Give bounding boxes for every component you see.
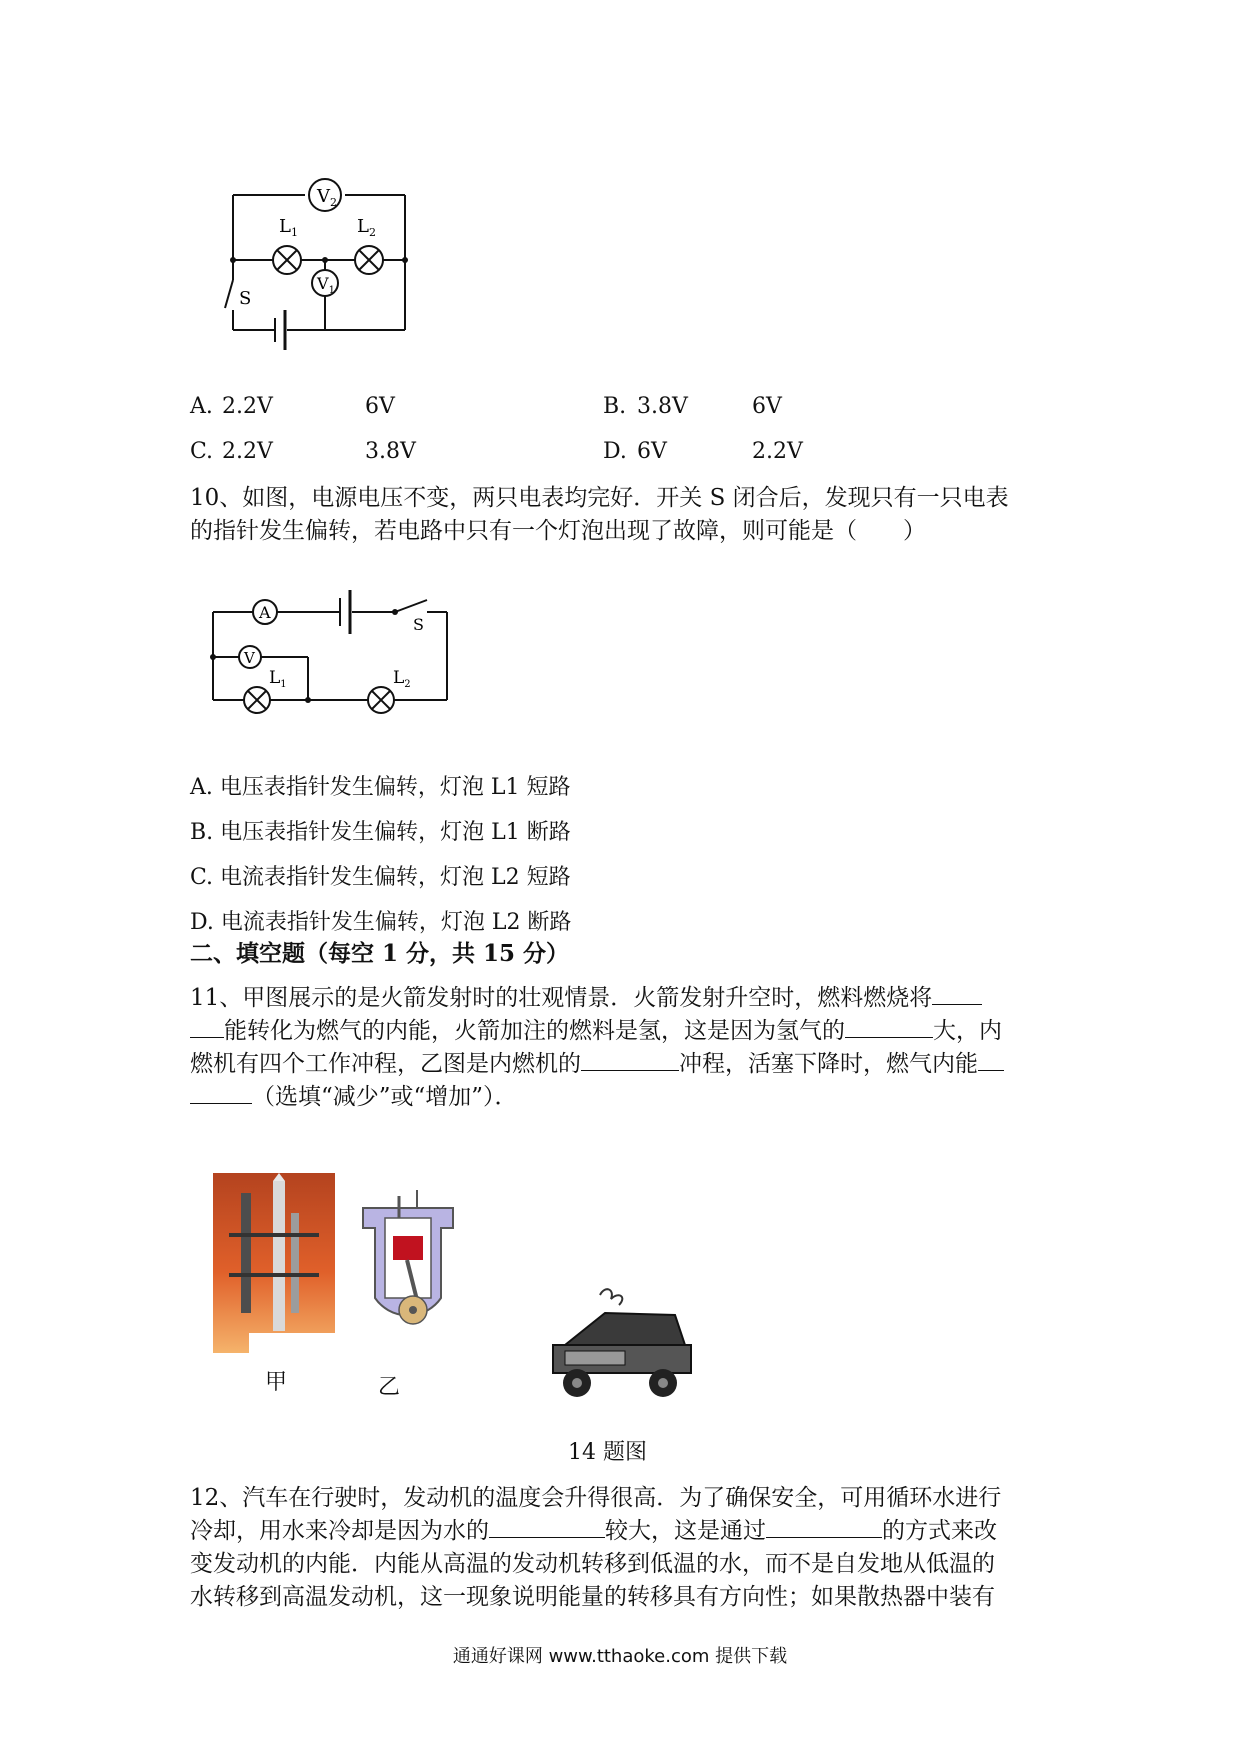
q10-line-1: 10、如图，电源电压不变，两只电表均完好．开关 S 闭合后，发现只有一只电表 [190, 485, 1009, 511]
figure-yi-label: 乙 [378, 1375, 401, 1400]
car-radiator-image [545, 1285, 695, 1405]
q12-line-1: 12、汽车在行驶时，发动机的温度会升得很高．为了确保安全，可用循环水进行 [190, 1485, 1002, 1511]
q9-option-a[interactable]: A. [190, 394, 213, 419]
q10-switch-label: S [413, 615, 424, 634]
q11-blank-1b[interactable] [190, 1015, 224, 1038]
q10-option-a[interactable]: A. 电压表指针发生偏转，灯泡 L1 短路 [190, 775, 571, 800]
q10-option-d[interactable]: D. 电流表指针发生偏转，灯泡 L2 断路 [190, 910, 572, 935]
q11-line-1: 11、甲图展示的是火箭发射时的壮观情景．火箭发射升空时，燃料燃烧将 [190, 982, 982, 1014]
engine-cylinder-image [355, 1178, 461, 1348]
q9-option-c[interactable]: C. [190, 439, 214, 464]
ammeter-label: A [259, 603, 271, 622]
q11-line-4: （选填“减少”或“增加”）． [190, 1081, 518, 1113]
q11-line-3: 燃机有四个工作冲程，乙图是内燃机的 冲程，活塞下降时，燃气内能 [190, 1048, 1004, 1080]
q11-line-2: 能转化为燃气的内能，火箭加注的燃料是氢，这是因为氢气的 大，内 [190, 1015, 1002, 1047]
q9-circuit-diagram [205, 170, 415, 350]
figure-caption: 14 题图 [568, 1440, 647, 1465]
v1-label: $V_1$ [317, 274, 335, 296]
q9-option-b[interactable]: B. [603, 394, 627, 419]
q10-option-b[interactable]: B. 电压表指针发生偏转，灯泡 L1 断路 [190, 820, 571, 845]
q12-line-2: 冷却，用水来冷却是因为水的 较大，这是通过 的方式来改 [190, 1515, 997, 1547]
rocket-launch-image [213, 1173, 335, 1353]
q9-option-b-v1: 3.8V [637, 394, 688, 419]
voltmeter-label: V [244, 649, 255, 667]
q9-option-b-v2: 6V [752, 394, 782, 419]
page-footer: 通通好课网 www.tthaoke.com 提供下载 [452, 1646, 788, 1667]
v2-label: $V_2$ [317, 186, 337, 209]
q9-option-d-v1: 6V [637, 439, 667, 464]
q10-option-c[interactable]: C. 电流表指针发生偏转，灯泡 L2 短路 [190, 865, 571, 890]
section-2-heading: 二、填空题（每空 1 分，共 15 分） [190, 940, 570, 967]
q10-l2-label: $L_2$ [393, 668, 411, 690]
q9-option-d[interactable]: D. [603, 439, 627, 464]
q11-blank-2[interactable] [845, 1015, 933, 1038]
q11-blank-4a[interactable] [978, 1048, 1004, 1071]
q10-line-2: 的指针发生偏转，若电路中只有一个灯泡出现了故障，则可能是（ ） [190, 518, 926, 544]
q11-blank-3[interactable] [581, 1048, 679, 1071]
q10-circuit-diagram [205, 590, 455, 720]
q9-option-d-v2: 2.2V [752, 439, 803, 464]
q10-l1-label: $L_1$ [269, 668, 287, 690]
q9-option-c-v1: 2.2V [222, 439, 273, 464]
q9-option-a-v2: 6V [365, 394, 395, 419]
l1-label: $L_1$ [279, 216, 298, 239]
q9-option-a-v1: 2.2V [222, 394, 273, 419]
q11-blank-4b[interactable] [190, 1081, 252, 1104]
q11-blank-1a[interactable] [932, 982, 982, 1005]
q12-line-4: 水转移到高温发动机，这一现象说明能量的转移具有方向性；如果散热器中装有 [190, 1584, 995, 1610]
figure-jia-label: 甲 [265, 1370, 288, 1395]
switch-label: S [239, 288, 252, 309]
q12-blank-1[interactable] [489, 1515, 605, 1538]
q12-line-3: 变发动机的内能．内能从高温的发动机转移到低温的水，而不是自发地从低温的 [190, 1551, 995, 1577]
l2-label: $L_2$ [357, 216, 376, 239]
q9-option-c-v2: 3.8V [365, 439, 416, 464]
q12-blank-2[interactable] [766, 1515, 882, 1538]
